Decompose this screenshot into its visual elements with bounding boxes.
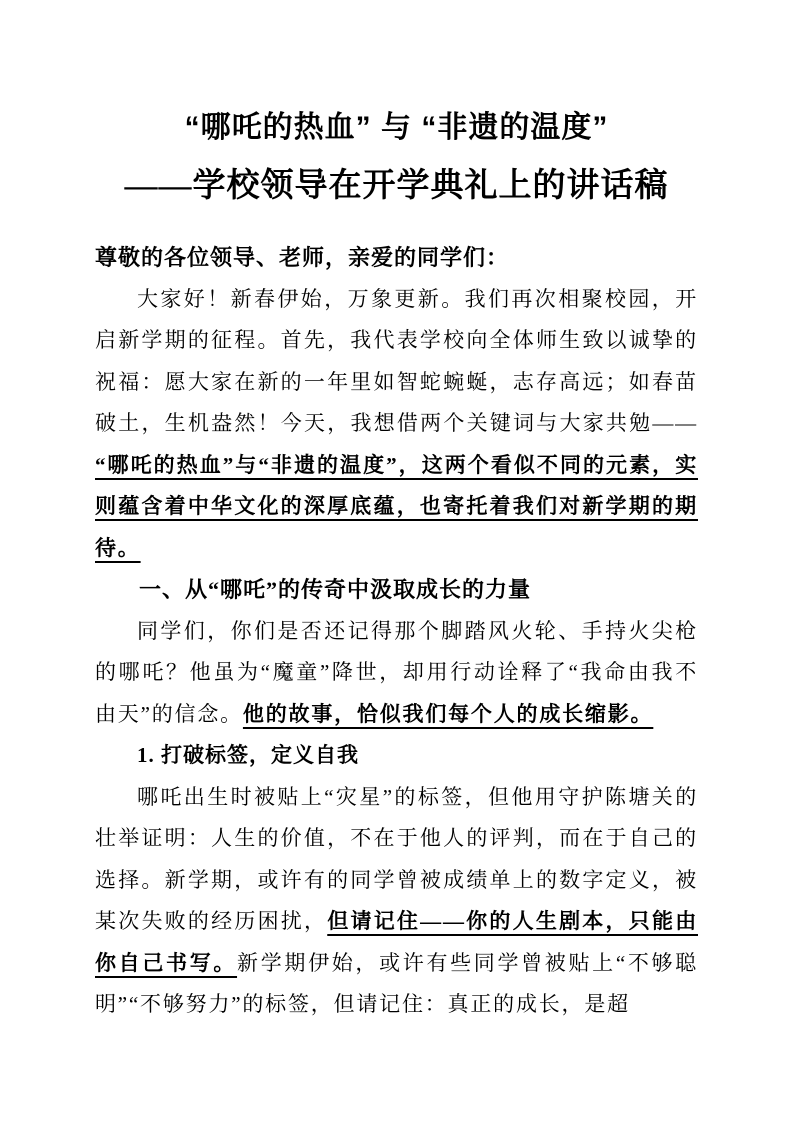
paragraph-nezha-text: 同学们，你们是否还记得那个脚踏风火轮、手持火尖枪的哪吒？他虽为“魔童”降世，却用行动诠释了“我命由我不由天”的信念。: [95, 618, 698, 726]
paragraph-intro-emphasis: “哪吒的热血”与“非遗的温度”，这两个看似不同的元素，实则蕴含着中华文化的深厚底蕴，也寄托着我们对新学期的期待。: [95, 452, 698, 560]
subsection-heading-1: 1. 打破标签，定义自我: [137, 743, 359, 768]
paragraph-nezha: [95, 611, 698, 736]
paragraph-nezha-emphasis: 他的故事，恰似我们每个人的成长缩影。: [242, 701, 654, 726]
paragraph-intro: [95, 279, 698, 570]
paragraph-label-emphasis: 但请记住——你的人生剧本，只能由你自己书写。: [95, 909, 698, 975]
paragraph-label-text-start: 哪吒出生时被贴上“灾星”的标签，但他用守护陈塘关的壮举证明：人生的价值，不在于他人的评判，而在于自己的选择。新学期，或许有的同学曾被成绩单上的数字定义，被某次失败的经历困扰，: [95, 784, 698, 934]
paragraph-label-text-end: 新学期伊始，或许有些同学曾被贴上“不够聪明”“不够努力”的标签，但请记住：真正的成长，是超: [95, 950, 698, 1017]
document-subtitle: ——学校领导在开学典礼上的讲话稿: [124, 168, 669, 204]
paragraph-label: [95, 777, 698, 1026]
paragraph-intro-text: 大家好！新春伊始，万象更新。我们再次相聚校园，开启新学期的征程。首先，我代表学校向全体师生致以诚挚的祝福：愿大家在新的一年里如智蛇蜿蜒，志存高远；如春苗破土，生机盎然！今天，我想借两个关键词与大家共勉——: [95, 286, 698, 436]
greeting-line: 尊敬的各位领导、老师，亲爱的同学们：: [95, 245, 510, 271]
document-title: “哪吒的热血” 与 “非遗的温度”: [184, 111, 609, 144]
section-heading-1: 一、从“哪吒”的传奇中汲取成长的力量: [139, 577, 532, 603]
